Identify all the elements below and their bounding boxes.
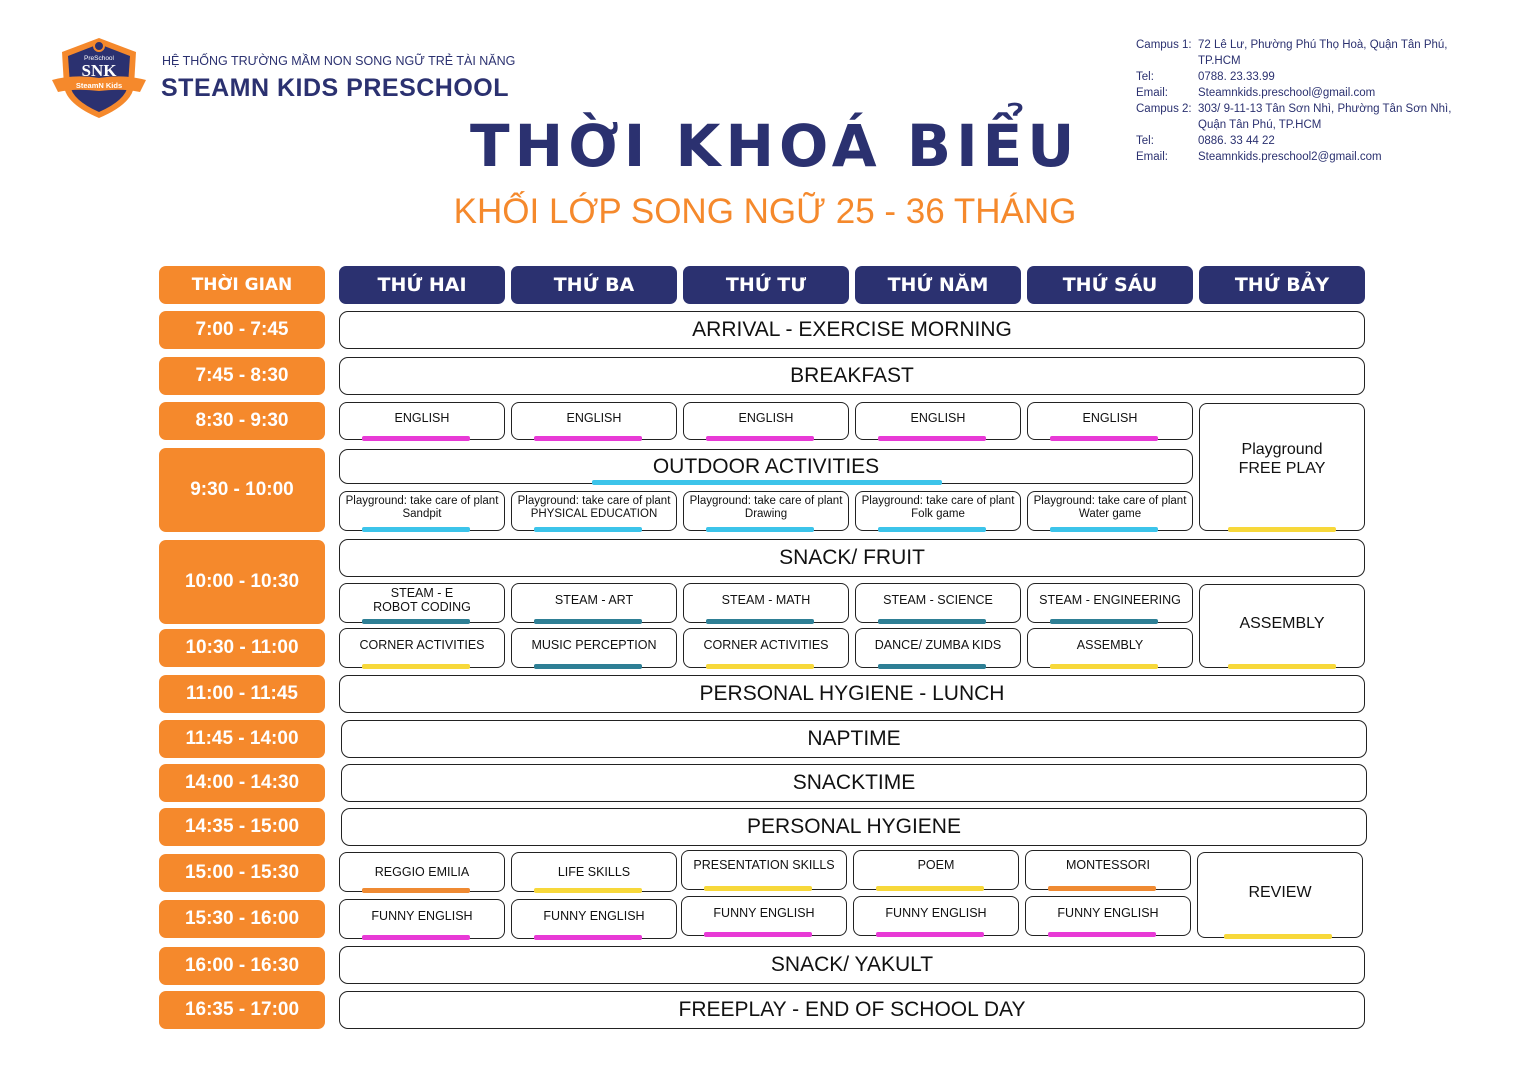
- color-bar: [362, 527, 470, 532]
- activity-label: Playground: take care of plant: [1033, 495, 1187, 507]
- color-bar: [1224, 934, 1332, 939]
- schedule-cell: [855, 491, 1021, 531]
- color-bar: [706, 527, 814, 532]
- page-subtitle: KHỐI LỚP SONG NGỮ 25 - 36 THÁNG: [453, 192, 1077, 231]
- activity-label: CORNER ACTIVITIES: [359, 638, 485, 652]
- school-logo: [44, 34, 154, 120]
- activity-band: SNACK/ YAKULT: [339, 946, 1365, 984]
- time-slot: 10:00 - 10:30: [159, 540, 325, 624]
- time-slot: 15:00 - 15:30: [159, 854, 325, 892]
- color-bar: [362, 935, 470, 940]
- day-header: THỨ TƯ: [683, 266, 849, 304]
- schedule-cell: [339, 491, 505, 531]
- color-bar: [592, 480, 942, 485]
- schedule-cell: [681, 850, 847, 890]
- color-bar: [362, 436, 470, 441]
- activity-label: Playground: take care of plant: [517, 495, 671, 507]
- activity-label: STEAM - SCIENCE: [883, 593, 993, 607]
- schedule-cell: [339, 402, 505, 440]
- color-bar: [706, 664, 814, 669]
- day-header: THỨ SÁU: [1027, 266, 1193, 304]
- schedule-cell: [683, 583, 849, 623]
- activity-label: FUNNY ENGLISH: [371, 909, 473, 923]
- brand-subtitle: HỆ THỐNG TRƯỜNG MẦM NON SONG NGỮ TRẺ TÀI NĂNG: [162, 54, 516, 68]
- schedule-cell: [853, 896, 1019, 936]
- color-bar: [534, 935, 642, 940]
- contact-info: [1136, 37, 1468, 165]
- time-slot: 11:00 - 11:45: [159, 675, 325, 713]
- schedule-cell: [1027, 402, 1193, 440]
- schedule-cell: [855, 402, 1021, 440]
- logo-main-text: SNK: [81, 61, 117, 80]
- contact-value: 72 Lê Lư, Phường Phú Thọ Hoà, Quận Tân Phú, TP.HCM: [1198, 39, 1448, 67]
- schedule-cell: [855, 628, 1021, 668]
- contact-value: 0788. 23.33.99: [1198, 71, 1275, 83]
- color-bar: [534, 888, 642, 893]
- schedule-cell: [339, 583, 505, 623]
- contact-label: Email:: [1136, 87, 1168, 99]
- activity-label: ASSEMBLY: [1076, 638, 1144, 652]
- activity-detail: Drawing: [744, 508, 788, 520]
- logo-bottom-text: SteamN Kids: [75, 81, 123, 90]
- color-bar: [876, 886, 984, 891]
- activity-label: STEAM - ENGINEERING: [1039, 593, 1181, 607]
- activity-label: STEAM - MATH: [721, 593, 811, 607]
- color-bar: [534, 527, 642, 532]
- schedule-cell: [1027, 583, 1193, 623]
- schedule-cell: [339, 899, 505, 939]
- color-bar: [534, 436, 642, 441]
- color-bar: [878, 664, 986, 669]
- schedule-cell: [511, 491, 677, 531]
- color-bar: [534, 619, 642, 624]
- schedule-cell: [339, 852, 505, 892]
- activity-detail: ROBOT CODING: [373, 600, 471, 614]
- color-bar: [362, 888, 470, 893]
- logo-top-text: PreSchool: [84, 55, 114, 62]
- activity-label: ENGLISH: [738, 411, 794, 425]
- schedule-cell: [511, 628, 677, 668]
- outdoor-activities-label: OUTDOOR ACTIVITIES: [652, 454, 880, 478]
- color-bar: [1048, 886, 1156, 891]
- schedule-cell: [511, 899, 677, 939]
- color-bar: [706, 436, 814, 441]
- time-slot: 7:00 - 7:45: [159, 311, 325, 349]
- activity-band: PERSONAL HYGIENE - LUNCH: [339, 675, 1365, 713]
- activity-label: FUNNY ENGLISH: [713, 906, 815, 920]
- schedule-cell: [1025, 896, 1191, 936]
- contact-row: [1136, 133, 1468, 149]
- time-slot: 16:35 - 17:00: [159, 991, 325, 1029]
- contact-row: [1136, 149, 1468, 165]
- color-bar: [706, 619, 814, 624]
- day-header: THỨ HAI: [339, 266, 505, 304]
- color-bar: [876, 932, 984, 937]
- schedule-cell: [683, 402, 849, 440]
- activity-label: Playground: [1241, 441, 1323, 458]
- activity-detail: PHYSICAL EDUCATION: [530, 508, 658, 520]
- color-bar: [362, 664, 470, 669]
- day-header: THỨ BẢY: [1199, 266, 1365, 304]
- activity-label: REVIEW: [1248, 883, 1312, 901]
- activity-band: ARRIVAL - EXERCISE MORNING: [339, 311, 1365, 349]
- color-bar: [1050, 436, 1158, 441]
- schedule-cell: [511, 852, 677, 892]
- activity-band: PERSONAL HYGIENE: [341, 808, 1367, 846]
- contact-row: [1136, 101, 1468, 133]
- activity-band: BREAKFAST: [339, 357, 1365, 395]
- color-bar: [1228, 527, 1336, 532]
- contact-label: Email:: [1136, 151, 1168, 163]
- activity-label: FUNNY ENGLISH: [1057, 906, 1159, 920]
- activity-band: SNACKTIME: [341, 764, 1367, 802]
- activity-label: MUSIC PERCEPTION: [531, 638, 657, 652]
- activity-detail: Water game: [1078, 508, 1142, 520]
- time-slot: 10:30 - 11:00: [159, 629, 325, 667]
- activity-label: PRESENTATION SKILLS: [693, 858, 835, 872]
- time-column-header: THỜI GIAN: [159, 266, 325, 304]
- time-slot: 11:45 - 14:00: [159, 720, 325, 758]
- activity-label: LIFE SKILLS: [557, 865, 631, 879]
- color-bar: [534, 664, 642, 669]
- schedule-cell: [511, 583, 677, 623]
- activity-label: MONTESSORI: [1065, 858, 1151, 872]
- schedule-cell: [683, 491, 849, 531]
- activity-label: STEAM - ART: [554, 593, 634, 607]
- time-slot: 15:30 - 16:00: [159, 900, 325, 938]
- day-header: THỨ NĂM: [855, 266, 1021, 304]
- color-bar: [704, 886, 812, 891]
- time-slot: 14:00 - 14:30: [159, 764, 325, 802]
- schedule-cell: [1027, 628, 1193, 668]
- color-bar: [1228, 664, 1336, 669]
- time-slot: 14:35 - 15:00: [159, 808, 325, 846]
- contact-label: Campus 1:: [1136, 39, 1192, 51]
- activity-detail: Sandpit: [402, 508, 442, 520]
- color-bar: [878, 619, 986, 624]
- page-title: THỜI KHOÁ BIỂU: [470, 112, 1080, 180]
- contact-row: [1136, 85, 1468, 101]
- color-bar: [1050, 527, 1158, 532]
- activity-label: FUNNY ENGLISH: [543, 909, 645, 923]
- time-slot: 7:45 - 8:30: [159, 357, 325, 395]
- activity-label: REGGIO EMILIA: [374, 865, 470, 879]
- contact-value: Steamnkids.preschool@gmail.com: [1198, 87, 1376, 99]
- schedule-cell: [1027, 491, 1193, 531]
- color-bar: [1048, 932, 1156, 937]
- color-bar: [878, 436, 986, 441]
- contact-label: Tel:: [1136, 71, 1154, 83]
- activity-band: FREEPLAY - END OF SCHOOL DAY: [339, 991, 1365, 1029]
- color-bar: [878, 527, 986, 532]
- time-slot: 9:30 - 10:00: [159, 448, 325, 532]
- activity-label: ENGLISH: [1082, 411, 1138, 425]
- activity-label: ENGLISH: [394, 411, 450, 425]
- outdoor-activities-band: [339, 449, 1193, 484]
- brand-name: STEAMN KIDS PRESCHOOL: [161, 74, 510, 102]
- color-bar: [704, 932, 812, 937]
- saturday-review-cell: [1197, 852, 1363, 938]
- time-slot: 8:30 - 9:30: [159, 402, 325, 440]
- activity-label: FUNNY ENGLISH: [885, 906, 987, 920]
- day-header: THỨ BA: [511, 266, 677, 304]
- activity-label: STEAM - E: [390, 586, 454, 600]
- schedule-cell: [339, 628, 505, 668]
- activity-label: DANCE/ ZUMBA KIDS: [874, 638, 1002, 652]
- contact-value: 303/ 9-11-13 Tân Sơn Nhì, Phường Tân Sơn Nhì, Quận Tân Phú, TP.HCM: [1198, 103, 1452, 131]
- activity-label: Playground: take care of plant: [345, 495, 499, 507]
- activity-label: CORNER ACTIVITIES: [703, 638, 829, 652]
- color-bar: [362, 619, 470, 624]
- activity-detail: FREE PLAY: [1238, 460, 1326, 477]
- color-bar: [1050, 619, 1158, 624]
- contact-row: [1136, 69, 1468, 85]
- schedule-cell: [683, 628, 849, 668]
- activity-band: SNACK/ FRUIT: [339, 539, 1365, 577]
- activity-label: ENGLISH: [910, 411, 966, 425]
- schedule-cell: [1025, 850, 1191, 890]
- activity-label: ASSEMBLY: [1239, 614, 1325, 632]
- schedule-cell: [855, 583, 1021, 623]
- schedule-cell: [681, 896, 847, 936]
- color-bar: [1050, 664, 1158, 669]
- activity-label: Playground: take care of plant: [689, 495, 843, 507]
- contact-value: 0886. 33 44 22: [1198, 135, 1275, 147]
- contact-label: Tel:: [1136, 135, 1154, 147]
- activity-label: ENGLISH: [566, 411, 622, 425]
- activity-detail: Folk game: [911, 508, 965, 520]
- schedule-cell: [853, 850, 1019, 890]
- schedule-cell: [511, 402, 677, 440]
- contact-row: [1136, 37, 1468, 69]
- contact-value: Steamnkids.preschool2@gmail.com: [1198, 151, 1382, 163]
- saturday-assembly-cell: [1199, 584, 1365, 668]
- activity-label: Playground: take care of plant: [861, 495, 1015, 507]
- contact-label: Campus 2:: [1136, 103, 1192, 115]
- saturday-free-play-cell: [1199, 403, 1365, 531]
- activity-band: NAPTIME: [341, 720, 1367, 758]
- activity-label: POEM: [917, 858, 955, 872]
- time-slot: 16:00 - 16:30: [159, 947, 325, 985]
